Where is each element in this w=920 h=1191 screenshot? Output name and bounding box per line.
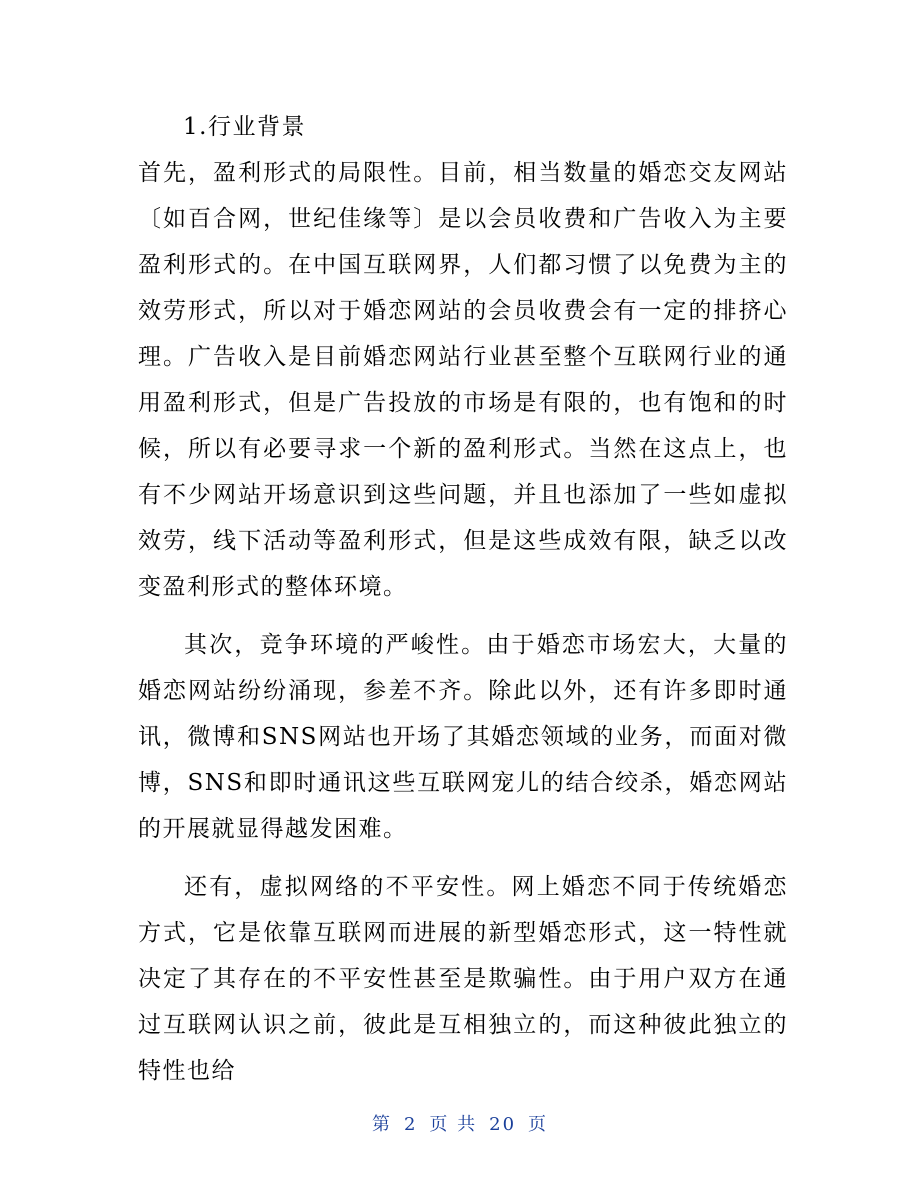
footer-total-pages: 20 xyxy=(489,1114,517,1135)
document-body xyxy=(138,104,788,1094)
footer-page-number: 2 xyxy=(403,1114,418,1135)
paragraph-competition: 其次，竞争环境的严峻性。由于婚恋市场宏大，大量的婚恋网站纷纷涌现，参差不齐。除此以外，还有许多即时通讯，微博和SNS网站也开场了其婚恋领域的业务，而面对微博，SNS和即时通讯这些互联网宠儿的结合绞杀，婚恋网站的开展就显得越发困难。 xyxy=(138,632,788,842)
page-footer xyxy=(0,1110,920,1136)
footer-middle: 页 共 xyxy=(429,1114,478,1135)
footer-suffix: 页 xyxy=(528,1114,549,1135)
section-heading: 1.行业背景 xyxy=(183,114,306,140)
paragraph-security: 还有，虚拟网络的不平安性。网上婚恋不同于传统婚恋方式，它是依靠互联网而进展的新型婚恋形式，这一特性就决定了其存在的不平安性甚至是欺骗性。由于用户双方在通过互联网认识之前，彼此是互相独立的，而这种彼此独立的特性也给 xyxy=(138,874,788,1084)
paragraph-profit-model: 首先，盈利形式的局限性。目前，相当数量的婚恋交友网站〔如百合网，世纪佳缘等〕是以会员收费和广告收入为主要盈利形式的。在中国互联网界，人们都习惯了以免费为主的效劳形式，所以对于婚恋网站的会员收费会有一定的排挤心理。广告收入是目前婚恋网站行业甚至整个互联网行业的通用盈利形式，但是广告投放的市场是有限的，也有饱和的时候，所以有必要寻求一个新的盈利形式。当然在这点上，也有不少网站开场意识到这些问题，并且也添加了一些如虚拟效劳，线下活动等盈利形式，但是这些成效有限，缺乏以改变盈利形式的整体环境。 xyxy=(138,160,788,600)
footer-prefix: 第 xyxy=(371,1114,392,1135)
